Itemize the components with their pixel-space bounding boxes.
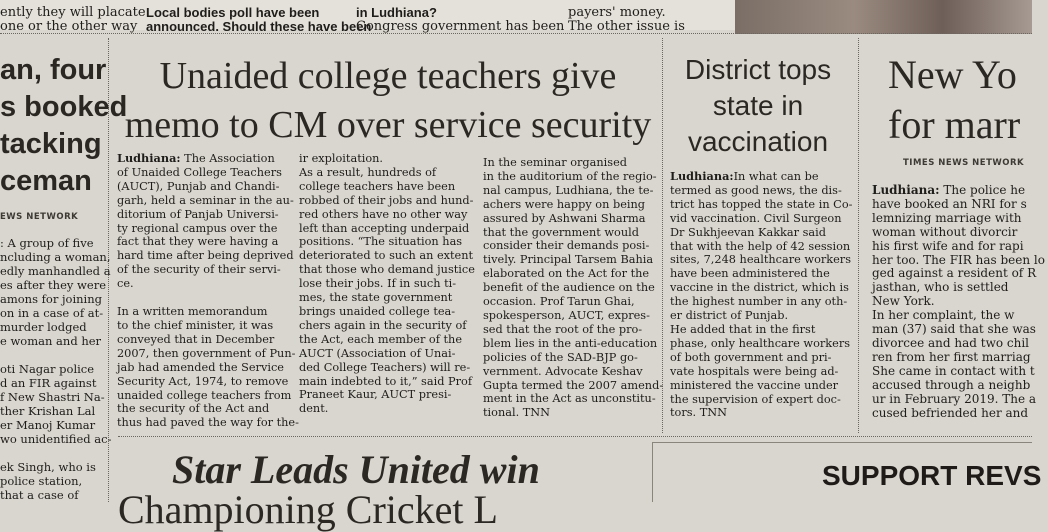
ny-story-body: Ludhiana: The police he have booked an NRI for s lemnizing marriage with woman without divorcir his first wife and for rapi her too. The FIR has been lo ged against a resident of R jasthan, who is settled New York. In her complaint, the w man (37) said that she was divorcee and had two chil ren from her first marriag She came in contact with t accused through a neighb ur in February 2019. The a cused befriended her and [872,183,1045,420]
main-dateline: Ludhiana: [117,151,181,165]
text-line: left than accepting underpaid [299,221,470,235]
text-line: hard time after being deprived [117,249,294,263]
text-line [117,291,289,305]
text-line: that with the help of 42 session [670,239,851,253]
text-line: oti Nagar police [0,362,95,376]
text-line: edly manhandled a [0,264,111,278]
text-line: positions. “The situation has [299,235,463,249]
text-line: ged against a resident of R [872,266,1037,281]
text-line: man (37) said that she was [872,322,1036,337]
text-line: Dr Sukhjeevan Kakkar said [670,225,827,239]
text-line: In a written memorandum [117,305,268,319]
text-line: the security of the Act and [117,402,270,416]
text-line: main indebted to it,” said Prof [299,374,473,388]
text-line: murder lodged [0,320,87,334]
text-line: her too. The FIR has been lo [872,252,1045,267]
text-line: vid vaccination. Civil Surgeon [670,211,842,225]
text-line: termed as good news, the dis- [670,183,842,197]
text-line: wo unidentified ac- [0,432,112,446]
text-line: ncluding a woman, [0,250,111,264]
text-line: have been administered the [670,267,830,281]
text-line: have booked an NRI for s [872,196,1027,211]
text-line: phase, only healthcare workers [670,336,851,350]
main-story-headline: Unaided college teachers give memo to CM over service security [124,55,652,146]
text-line: that the government would [483,225,639,239]
text-line: vaccine in the district, which is [670,281,849,295]
text-line: the supervision of expert doc- [670,392,841,406]
ny-story-byline: TIMES NEWS NETWORK [903,158,1025,168]
photo-corner [735,0,1032,34]
text-line: elaborated on the Act for the [483,267,650,281]
text-line: that those who demand justice [299,263,475,277]
column-divider-3 [858,38,859,433]
strip-text-2: Local bodies poll have been announced. Should these have been [146,5,372,34]
text-line: deteriorated to such an extent [299,249,474,263]
support-box-left [652,442,653,502]
text-line: ded College Teachers) will re- [299,360,471,374]
text-line: tors. TNN [670,406,728,420]
text-line: of both government and pri- [670,350,832,364]
text-line: He added that in the first [670,322,816,336]
text-line: the Act, each member of the [299,332,463,346]
text-line: ditorium of Panjab Universi- [117,207,279,221]
star-leads-headline: Star Leads United win [172,447,540,492]
text-line: ministered the vaccine under [670,378,839,392]
text-line [0,348,105,362]
text-line: ren from her first marriag [872,349,1031,364]
text-line: police station, [0,474,83,488]
text-line: tional. TNN [483,406,551,420]
text-line: accused through a neighb [872,377,1031,392]
text-line: achers were happy on being [483,197,645,211]
column-divider-2 [662,38,663,433]
text-line: 2007, then government of Pun- [117,346,296,360]
ny-story-headline: New Yo for marr [888,52,1021,147]
text-line: er district of Punjab. [670,309,789,323]
text-line [0,446,105,460]
text-line: the highest number in any oth- [670,295,848,309]
text-line: ur in February 2019. The a [872,391,1037,406]
text-line: er Manoj Kumar [0,418,96,432]
text-line: that a case of [0,488,79,502]
text-line: divorcee and had two chil [872,335,1030,350]
text-line: AUCT (Association of Unai- [299,346,456,360]
text-line: As a result, hundreds of [299,165,437,179]
text-line: vate hospitals were being ad- [670,364,839,378]
star-leads-subline: Championing Cricket L [118,487,498,532]
text-line: In the seminar organised [483,156,628,169]
text-line: policies of the SAD-BJP go- [483,350,638,364]
text-line: consider their demands posi- [483,239,650,253]
text-line: vernment. Advocate Keshav [483,364,643,378]
text-line: of Unaided College Teachers [117,165,282,179]
text-line: on in a case of at- [0,306,104,320]
text-line: jab had amended the Service [117,360,284,374]
text-line: Gupta termed the 2007 amend- [483,378,664,392]
text-line: Praneet Kaur, AUCT presi- [299,388,452,402]
text-line: ir exploitation. [299,152,384,165]
strip-text-1: ently they will placate one or the other way [0,5,146,34]
text-line: In her complaint, the w [872,308,1015,323]
ny-dateline: Ludhiana: [872,183,940,197]
text-line: robbed of their jobs and hund- [299,193,474,207]
text-line: es after they were [0,278,106,292]
text-line: brings unaided college tea- [299,304,456,318]
district-story-headline: District tops state in vaccination [684,54,832,157]
text-line: woman without divorcir [872,224,1018,239]
text-line: unaided college teachers from [117,388,292,402]
text-line: She came in contact with t [872,363,1035,378]
text-line: dent. [299,402,329,416]
text-line: ek Singh, who is [0,460,96,474]
strip-text-3: in Ludhiana? Congress government has been [356,5,565,34]
text-line: amons for joining [0,292,103,306]
text-line: spokesperson, AUCT, expres- [483,308,650,322]
text-line: nal campus, Ludhiana, the te- [483,183,654,197]
text-line: New York. [872,294,935,309]
text-line: conveyed that in December [117,332,275,346]
strip-text-4: payers' money. The other issue is [568,5,685,34]
text-line: benefit of the audience on the [483,281,655,295]
text-line: college teachers have been [299,179,456,193]
text-line: lose their jobs. If in such ti- [299,277,457,291]
text-line: blem lies in the anti-education [483,336,658,350]
text-line: to the chief minister, it was [117,318,274,332]
text-line: : A group of five [0,236,94,250]
text-line: d an FIR against [0,376,97,390]
text-line: of the security of their servi- [117,263,281,277]
text-line: ment in the Act as unconstitu- [483,392,656,406]
left-story-body [0,236,112,502]
text-line: assured by Ashwani Sharma [483,211,646,225]
text-line: fact that they were having a [117,235,279,249]
text-line: garh, held a seminar in the au- [117,193,294,207]
text-line: (AUCT), Punjab and Chandi- [117,179,280,193]
text-line: jasthan, who is settled [872,280,1009,295]
main-story-column-3 [483,156,664,420]
left-story-headline: an, four s booked tacking ceman [0,54,128,197]
text-line: in the auditorium of the regio- [483,169,657,183]
text-line: sites, 7,248 healthcare workers [670,253,852,267]
text-line: ty regional campus over the [117,221,278,235]
text-line: cused befriended her and [872,405,1029,420]
text-line: f New Shastri Na- [0,390,105,404]
bottom-divider [118,436,1032,437]
text-line: ther Krishan Lal [0,404,96,418]
text-line: trict has topped the state in Co- [670,197,853,211]
text-line: sed that the root of the pro- [483,322,643,336]
text-line: red others have no other way [299,207,468,221]
support-revs-headline: SUPPORT REVS [822,460,1042,491]
left-story-byline: EWS NETWORK [0,212,79,222]
main-story-column-1: Ludhiana: The Association of Unaided College Teachers (AUCT), Punjab and Chandi- garh, held a seminar in the au- ditorium of Panjab Universi- ty regional campus over the fact that they were having a hard time after being deprived of the security of their servi- ce. In a written memorandum to the chief minister, it was conveyed that in December 2007, then government of Pun- jab had amended the Service Security Act, 1974, to remove unaided college teachers from the security of the Act and thus had paved the way for the- [117,151,299,430]
text-line: his first wife and for rapi [872,238,1024,253]
text-line: Security Act, 1974, to remove [117,374,289,388]
text-line: lemnizing marriage with [872,210,1022,225]
top-divider [0,33,1032,34]
text-line: chers again in the security of [299,318,467,332]
text-line: thus had paved the way for the- [117,416,299,430]
text-line: e woman and her [0,334,102,348]
text-line: tively. Principal Tarsem Bahia [483,253,654,267]
text-line: mes, the state government [299,291,453,305]
district-dateline: Ludhiana: [670,169,734,183]
support-box-top [652,442,1032,443]
text-line: ce. [117,277,134,291]
main-story-column-2 [299,152,475,416]
text-line: occasion. Prof Tarun Ghai, [483,295,635,309]
district-story-body: Ludhiana:In what can be termed as good news, the dis- trict has topped the state in Co- vid vaccination. Civil Surgeon Dr Sukhjeevan Kakkar said that with the help of 42 session sites, 7,248 healthcare workers have been administered the vaccine in the district, which is the highest number in any oth- er district of Punjab. He added that in the first phase, only healthcare workers of both government and pri- vate hospitals were being ad- ministered the vaccine under the supervision of expert doc- tors. TNN [670,169,853,420]
